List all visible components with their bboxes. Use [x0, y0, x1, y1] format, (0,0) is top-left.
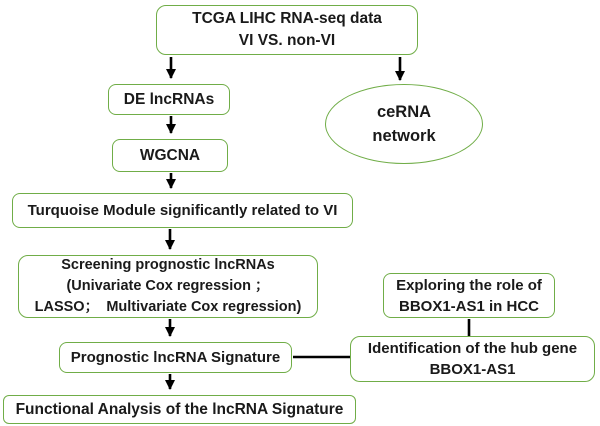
node-tcga-lihc-line1: TCGA LIHC RNA-seq data: [192, 10, 382, 27]
node-turquoise-module-label: Turquoise Module significantly related to VI: [27, 202, 338, 219]
node-functional-analysis-label: Functional Analysis of the lncRNA Signature: [15, 400, 344, 418]
node-de-lncrnas: [108, 84, 230, 115]
node-screening-line1: Screening prognostic lncRNAs: [61, 257, 275, 273]
node-cerna-network-line1: ceRNA: [376, 103, 432, 121]
node-cerna-network: [325, 84, 483, 164]
node-screening: [18, 255, 318, 318]
node-exploring-role-line1: Exploring the role of: [396, 276, 542, 294]
node-exploring-role: [383, 273, 555, 318]
node-tcga-lihc-line2: VI VS. non-VI: [238, 32, 336, 49]
node-tcga-lihc: [156, 5, 418, 55]
node-screening-line2: (Univariate Cox regression ；: [66, 278, 270, 294]
node-wgcna: [112, 139, 228, 172]
node-exploring-role-line2: BBOX1-AS1 in HCC: [398, 297, 540, 315]
node-de-lncrnas-label: DE lncRNAs: [123, 90, 215, 108]
node-cerna-network-line2: network: [372, 127, 436, 145]
node-turquoise-module: [12, 193, 353, 228]
node-functional-analysis: [3, 395, 356, 424]
node-screening-line3: LASSO； Multivariate Cox regression): [34, 299, 302, 315]
node-identification-hub-gene-line1: Identification of the hub gene: [367, 340, 578, 357]
node-prognostic-signature-label: Prognostic lncRNA Signature: [70, 349, 281, 366]
node-wgcna-label: WGCNA: [139, 146, 201, 164]
node-prognostic-signature: [59, 342, 292, 373]
node-identification-hub-gene-line2: BBOX1-AS1: [429, 361, 516, 378]
node-identification-hub-gene: [350, 336, 595, 382]
